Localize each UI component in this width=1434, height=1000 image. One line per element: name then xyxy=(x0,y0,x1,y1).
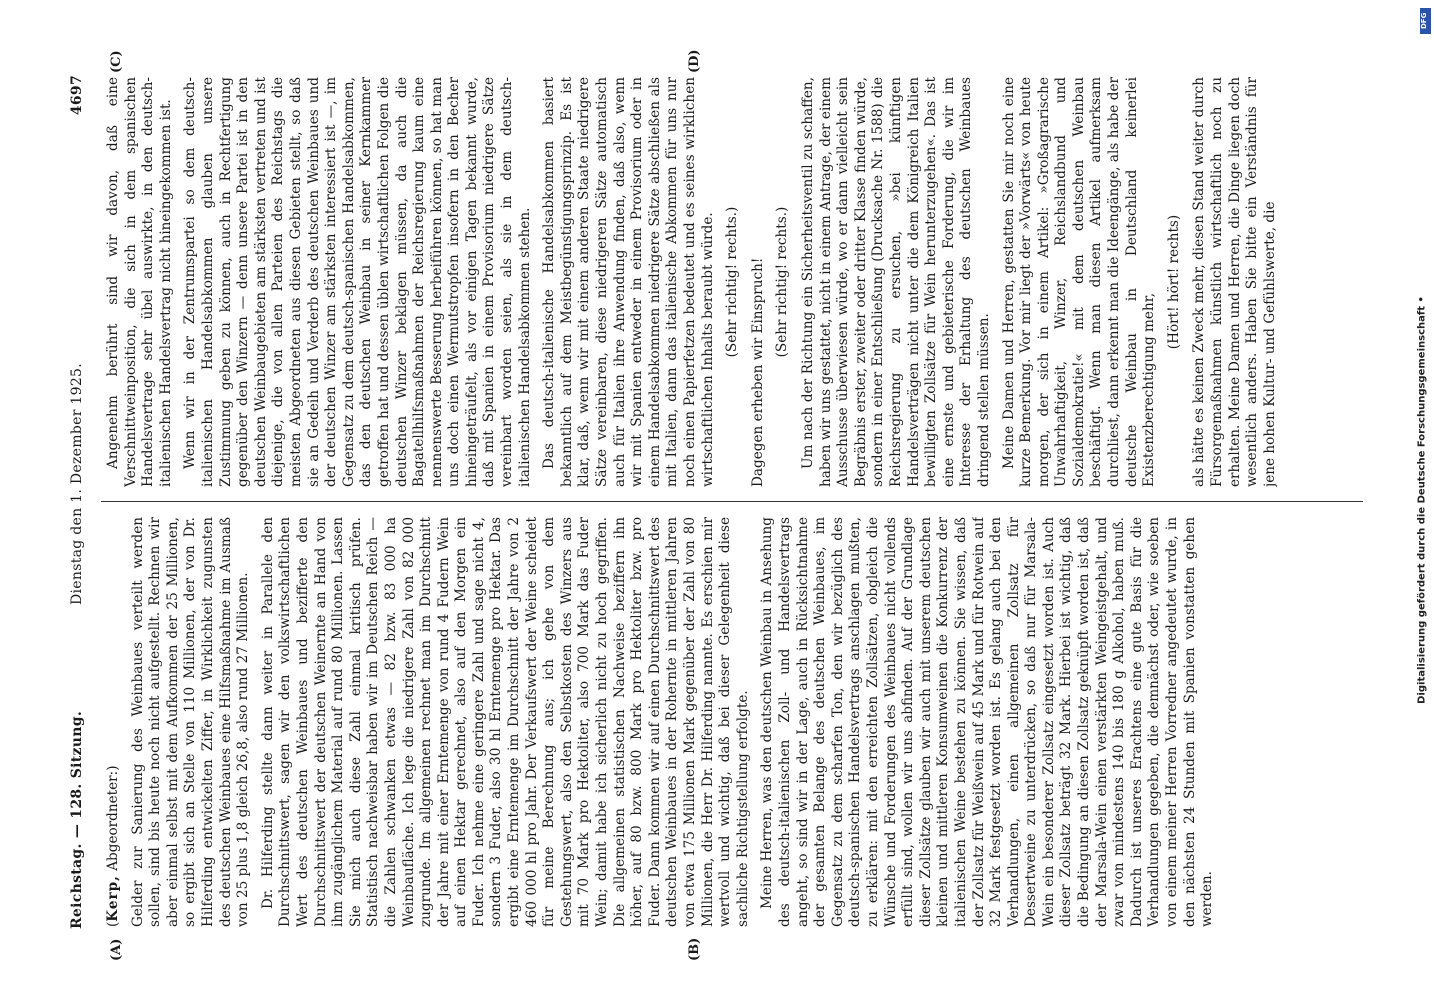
dfg-logo: DFG xyxy=(1420,8,1431,34)
paragraph: Dagegen erheben wir Einspruch! xyxy=(749,257,766,487)
speaker-role: Abgeordneter: xyxy=(105,770,121,871)
interjection: (Sehr richtig! rechts.) xyxy=(774,206,791,358)
header-date: Dienstag den 1. Dezember 1925. xyxy=(69,362,85,605)
header-left: Reichstag. — 128. Sitzung. xyxy=(69,710,85,929)
paragraph: Wenn wir in der Zentrumspartei so dem deutsch-italienischen Handelsabkommen glauben unsere Zustimmung geben zu können, auch in Rechtfertigung gegenüber den Winzern — denn unsere Partei ist in den deutschen Weinbaugebieten am stärksten vertreten und ist diejenige, die von allen Parteien des Reichstags die meisten Abgeordneten aus diesen Gebieten stellt, so daß sie an Gedeih und Verderb des deutschen Weinbaues und der deutschen Winzer am stärksten interessiert ist —, im Gegensatz zu dem deutsch-spanischen Handelsabkommen, das den deutschen Weinbau in seiner Kernkammer getroffen hat und dessen üblen wirtschaftlichen Folgen die deutschen Winzer beklagen müssen, da auch die Bagatellhilfsmaßnahmen der Reichsregierung kaum eine nennenswerte Besserung herbeiführen können, so hat man uns doch einen Wermutstropfen insofern in den Becher hineingeträufelt, als vor einigen Tagen bekannt wurde, daß mit Spanien in einem Provisorium niedrigere Sätze vereinbart worden seien, als sie in dem deutsch-italienischen Handelsabkommen stehen. xyxy=(182,77,533,487)
paragraph: Meine Damen und Herren, gestatten Sie mir noch eine kurze Bemerkung. Vor mir liegt der »Vorwärts« von heute morgen, der sich in einem Artikel: »Großagrarische Unwahrhaftigkeit, Winzer, Reichslandbund und Sozialdemokratie!« mit dem deutschen Weinbau beschäftigt. Wenn man diesen Artikel aufmerksam durchliest, dann erkennt man die Ideengänge, als habe der deutsche Weinbau in Deutschland keinerlei Existenzberechtigung mehr, xyxy=(1000,77,1158,487)
right-column xyxy=(105,77,1365,487)
left-column xyxy=(105,517,1365,927)
digitization-note: Digitalisierung gefördert durch die Deutsche Forschungsgemeinschaft • xyxy=(1416,296,1428,704)
rotated-page xyxy=(47,49,1387,961)
paragraph: Um nach der Richtung ein Sicherheitsventil zu schaffen, haben wir uns gestattet, nicht in einem Antrage, der einem Ausschusse überwiesen würde, wo er dann vielleicht sein Begräbnis erster, zweiter oder dritter Klasse finden würde, sondern in einer Entschließung (Drucksache Nr. 1588) die Reichsregierung zu ersuchen, »bei künftigen Handelsverträgen nicht unter die dem Königreich Italien bewilligten Zollsätze für Wein herunterzugehen«. Das ist eine ernste und gebieterische Forderung, die wir im Interesse der Erhaltung des deutschen Weinbaues dringend stellen müssen. xyxy=(799,77,992,487)
page-header xyxy=(69,65,95,935)
paragraph: Das deutsch-italienische Handelsabkommen basiert bekanntlich auf dem Meistbegünstigungsprinzip. Es ist klar, daß, wenn wir mit einem anderen Staate niedrigere Sätze vereinbaren, diese niedrigeren Sätze automatisch auch für Italien ihre Anwendung finden, daß also, wenn wir mit Spanien entweder in einem Provisorium oder in einem Handelsabkommen niedrigere Sätze abschließen als mit Italien, dann das italienische Abkommen für uns nur noch einen Papierfetzen bedeutet und es seines wirklichen wirtschaftlichen Inhalts beraubt würde. xyxy=(541,77,716,487)
paragraph: Angenehm berührt sind wir davon, daß eine Verschnittweinposition, die sich in dem spanischen Handelsvertrage sehr übel auswirkte, in den deutsch-italienischen Handelsvertrag nicht hineingekommen ist. xyxy=(105,77,174,487)
paragraph: Gelder zur Sanierung des Weinbaues verteilt werden sollen, sind bis heute noch nicht aufgestellt. Rechnen wir aber einmal selbst mit dem Aufkommen der 25 Millionen, so ergibt sich an Stelle von 110 Millionen, der von Dr. Hilferding entwickelten Ziffer, in Wirklichkeit zugunsten des deutschen Weinbaues eine Hilfsmaßnahme im Ausmaß von 25 plus 1,8 gleich 26,8, also rund 27 Millionen. xyxy=(129,517,252,927)
margin-marker-c: (C) xyxy=(109,50,124,73)
interjection: (Sehr richtig! rechts.) xyxy=(724,206,741,358)
paragraph: Dr. Hilferding stellte dann weiter in Parallele den Durchschnittswert, sagen wir den volkswirtschaftlichen Wert des deutschen Weinbaues und bezifferte den Durchschnittswert der deutschen Weinernte an Hand von ihm zugänglichem Material auf rund 80 Millionen. Lassen Sie mich auch diese Zahl einmal kritisch prüfen. Statistisch nachweisbar haben wir im Deutschen Reich — die Zahlen schwanken etwas — 82 bzw. 83 000 ha Weinbaufläche. Ich lege die niedrigere Zahl von 82 000 zugrunde. Im allgemeinen rechnet man im Durchschnitt der Jahre mit einer Erntemenge von rund 4 Fudern Wein auf einen Hektar gerechnet, also auf den Morgen ein Fuder. Ich nehme eine geringere Zahl und sage nicht 4, sondern 3 Fuder, also 30 hl Erntemenge pro Hektar. Das ergibt eine Erntemenge im Durchschnitt der Jahre von 2 460 000 hl pro Jahr. Der Verkaufswert der Weine scheidet für meine Berechnung aus; ich gehe von dem Gestehungswert, also den Selbstkosten des Winzers aus mit 70 Mark pro Hektoliter, also 700 Mark das Fuder Wein; damit habe ich sicherlich nicht zu hoch gegriffen. Die allgemeinen statistischen Nachweise beziffern ihn höher, auf 80 bzw. 800 Mark pro Hektoliter bzw. pro Fuder. Dann kommen wir auf einen Durchschnittswert des deutschen Weinbaues in der Rohernte in mittleren Jahren von etwa 175 Millionen Mark gegenüber der Zahl von 80 Millionen, die Herr Dr. Hilferding nannte. Es erschien mir wertvoll und wichtig, daß bei dieser Gelegenheit diese sachliche Richtigstellung erfolgte. xyxy=(259,517,751,927)
page-number: 4697 xyxy=(69,75,85,116)
speaker-line: (Kerp, Abgeordneter:) xyxy=(105,765,121,927)
column-divider xyxy=(101,501,1363,502)
margin-marker-b: (B) xyxy=(687,937,702,961)
paragraph: Meine Herren, was den deutschen Weinbau in Ansehung des deutsch-italienischen Zoll- und Handelsvertrags angeht, so sind wir in der Lage, auch in Rücksichtnahme der gesamten Belange des deutschen Weinbaues, im Gegensatz zu dem scharfen Ton, den wir bezüglich des deutsch-spanischen Handelsvertrags anschlagen mußten, zu erklären: mit den erreichten Zollsätzen, obgleich die Wünsche und Forderungen des Weinbaues nicht vollends erfüllt sind, wollen wir uns abfinden. Auf der Grundlage dieser Zollsätze glauben wir auch mit unserem deutschen kleinen und mittleren Konsumweinen die Konkurrenz der italienischen Weine bestehen zu können. Sie wissen, daß der Zollsatz für Weißwein auf 45 Mark und für Rotwein auf 32 Mark festgesetzt worden ist. Es gelang auch bei den Verhandlungen, einen allgemeinen Zollsatz für Dessertweine zu unterdrücken, so daß nur für Marsala-Wein ein besonderer Zollsatz eingesetzt worden ist. Auch dieser Zollsatz beträgt 32 Mark. Hierbei ist wichtig, daß die Bedingung an diesen Zollsatz geknüpft worden ist, daß der Marsala-Wein einen verstärkten Weingeistgehalt, und zwar von mindestens 140 bis 180 g Alkohol, haben muß. Dadurch ist unseres Erachtens eine gute Basis für die Verhandlungen gegeben, die demnächst oder, wie soeben von einem meiner Herren Vorredner angedeutet wurde, in den nächsten 24 Stunden mit Spanien vonstatten gehen werden. xyxy=(759,517,1216,927)
margin-marker-a: (A) xyxy=(109,938,124,961)
paragraph: als hätte es keinen Zweck mehr, diesen Stand weiter durch Fürsorgemaßnahmen künstlich wirtschaftlich noch zu erhalten. Meine Damen und Herren, die Dinge liegen doch wesentlich anders. Haben Sie bitte ein Verständnis für jene hohen Kultur- und Gefühlswerte, die xyxy=(1191,77,1278,487)
margin-marker-d: (D) xyxy=(687,49,702,73)
speaker-name: Kerp, xyxy=(105,875,121,922)
interjection: (Hört! hört! rechts) xyxy=(1165,214,1182,350)
